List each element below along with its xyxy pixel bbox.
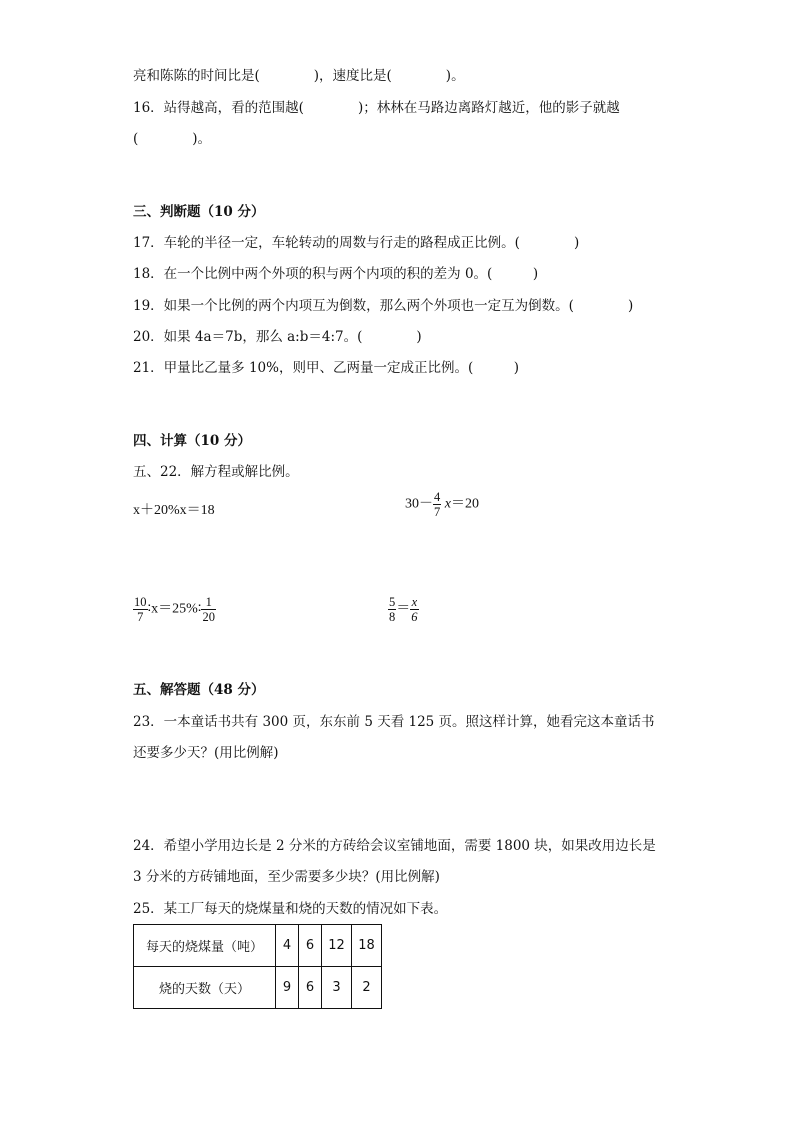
fraction-numerator: x	[411, 595, 418, 609]
table-row-label: 烧的天数（天）	[134, 967, 276, 1009]
equation-2-variable: x	[444, 496, 451, 512]
coal-usage-table	[133, 924, 382, 1009]
table-cell: 6	[299, 925, 322, 967]
fraction-denominator: 8	[389, 610, 396, 624]
section-3-heading: 三、判断题（10 分）	[133, 204, 265, 220]
question-16-line2: ( )。	[133, 131, 212, 147]
section-5-heading: 五、解答题（48 分）	[133, 682, 265, 698]
fraction-denominator: 20	[202, 610, 215, 624]
table-cell: 12	[322, 925, 352, 967]
equation-1: x＋20%x＝18	[133, 503, 215, 518]
table-cell: 9	[276, 967, 299, 1009]
table-cell: 6	[299, 967, 322, 1009]
question-16-line1: 16．站得越高，看的范围越( )；林林在马路边离路灯越近，他的影子就越	[133, 100, 620, 116]
equation-3-fraction-2	[201, 595, 216, 624]
question-23-line2: 还要多少天？(用比例解)	[133, 745, 279, 761]
question-19: 19．如果一个比例的两个内项互为倒数，那么两个外项也一定互为倒数。( )	[133, 298, 634, 314]
equation-4-fraction-2	[410, 595, 418, 624]
equation-2	[405, 490, 479, 519]
question-25: 25．某工厂每天的烧煤量和烧的天数的情况如下表。	[133, 901, 448, 917]
question-24-line2: 3 分米的方砖铺地面，至少需要多少块？(用比例解)	[133, 869, 440, 885]
question-24-line1: 24．希望小学用边长是 2 分米的方砖给会议室铺地面，需要 1800 块，如果改用边长是	[133, 838, 656, 854]
equation-4-equals: ＝	[396, 601, 411, 617]
table-cell: 2	[352, 967, 382, 1009]
fraction-numerator: 4	[434, 490, 441, 504]
question-22: 五、22．解方程或解比例。	[133, 464, 299, 480]
table-cell: 3	[322, 967, 352, 1009]
fraction-numerator: 1	[201, 595, 216, 610]
fraction-denominator: 7	[137, 610, 144, 624]
question-15-continuation: 亮和陈陈的时间比是( )，速度比是( )。	[133, 68, 465, 84]
equation-4	[388, 595, 419, 624]
section-4-heading: 四、计算（10 分）	[133, 433, 251, 449]
question-17: 17．车轮的半径一定，车轮转动的周数与行走的路程成正比例。( )	[133, 235, 580, 251]
table-row	[134, 967, 382, 1009]
question-18: 18．在一个比例中两个外项的积与两个内项的积的差为 0。( )	[133, 266, 539, 282]
fraction-numerator: 5	[389, 595, 396, 609]
table-cell: 4	[276, 925, 299, 967]
question-21: 21．甲量比乙量多 10%，则甲、乙两量一定成正比例。( )	[133, 360, 520, 376]
table-row	[134, 925, 382, 967]
equation-2-left: 30－	[405, 496, 433, 512]
equation-2-fraction	[433, 490, 441, 519]
equation-2-right: ＝20	[450, 496, 479, 512]
fraction-denominator: 7	[434, 505, 441, 519]
equation-3-middle: ∶x＝25%∶	[147, 601, 202, 617]
fraction-numerator: 10	[134, 595, 147, 609]
fraction-denominator: 6	[411, 610, 418, 624]
equation-3-fraction-1	[133, 595, 148, 624]
question-20: 20．如果 4a＝7b，那么 a:b＝4:7。( )	[133, 329, 422, 345]
equation-4-fraction-1	[388, 595, 396, 624]
table-row-label: 每天的烧煤量（吨）	[134, 925, 276, 967]
table-cell: 18	[352, 925, 382, 967]
question-23-line1: 23．一本童话书共有 300 页，东东前 5 天看 125 页。照这样计算，她看完这本童话书	[133, 714, 655, 730]
equation-3	[133, 595, 216, 624]
